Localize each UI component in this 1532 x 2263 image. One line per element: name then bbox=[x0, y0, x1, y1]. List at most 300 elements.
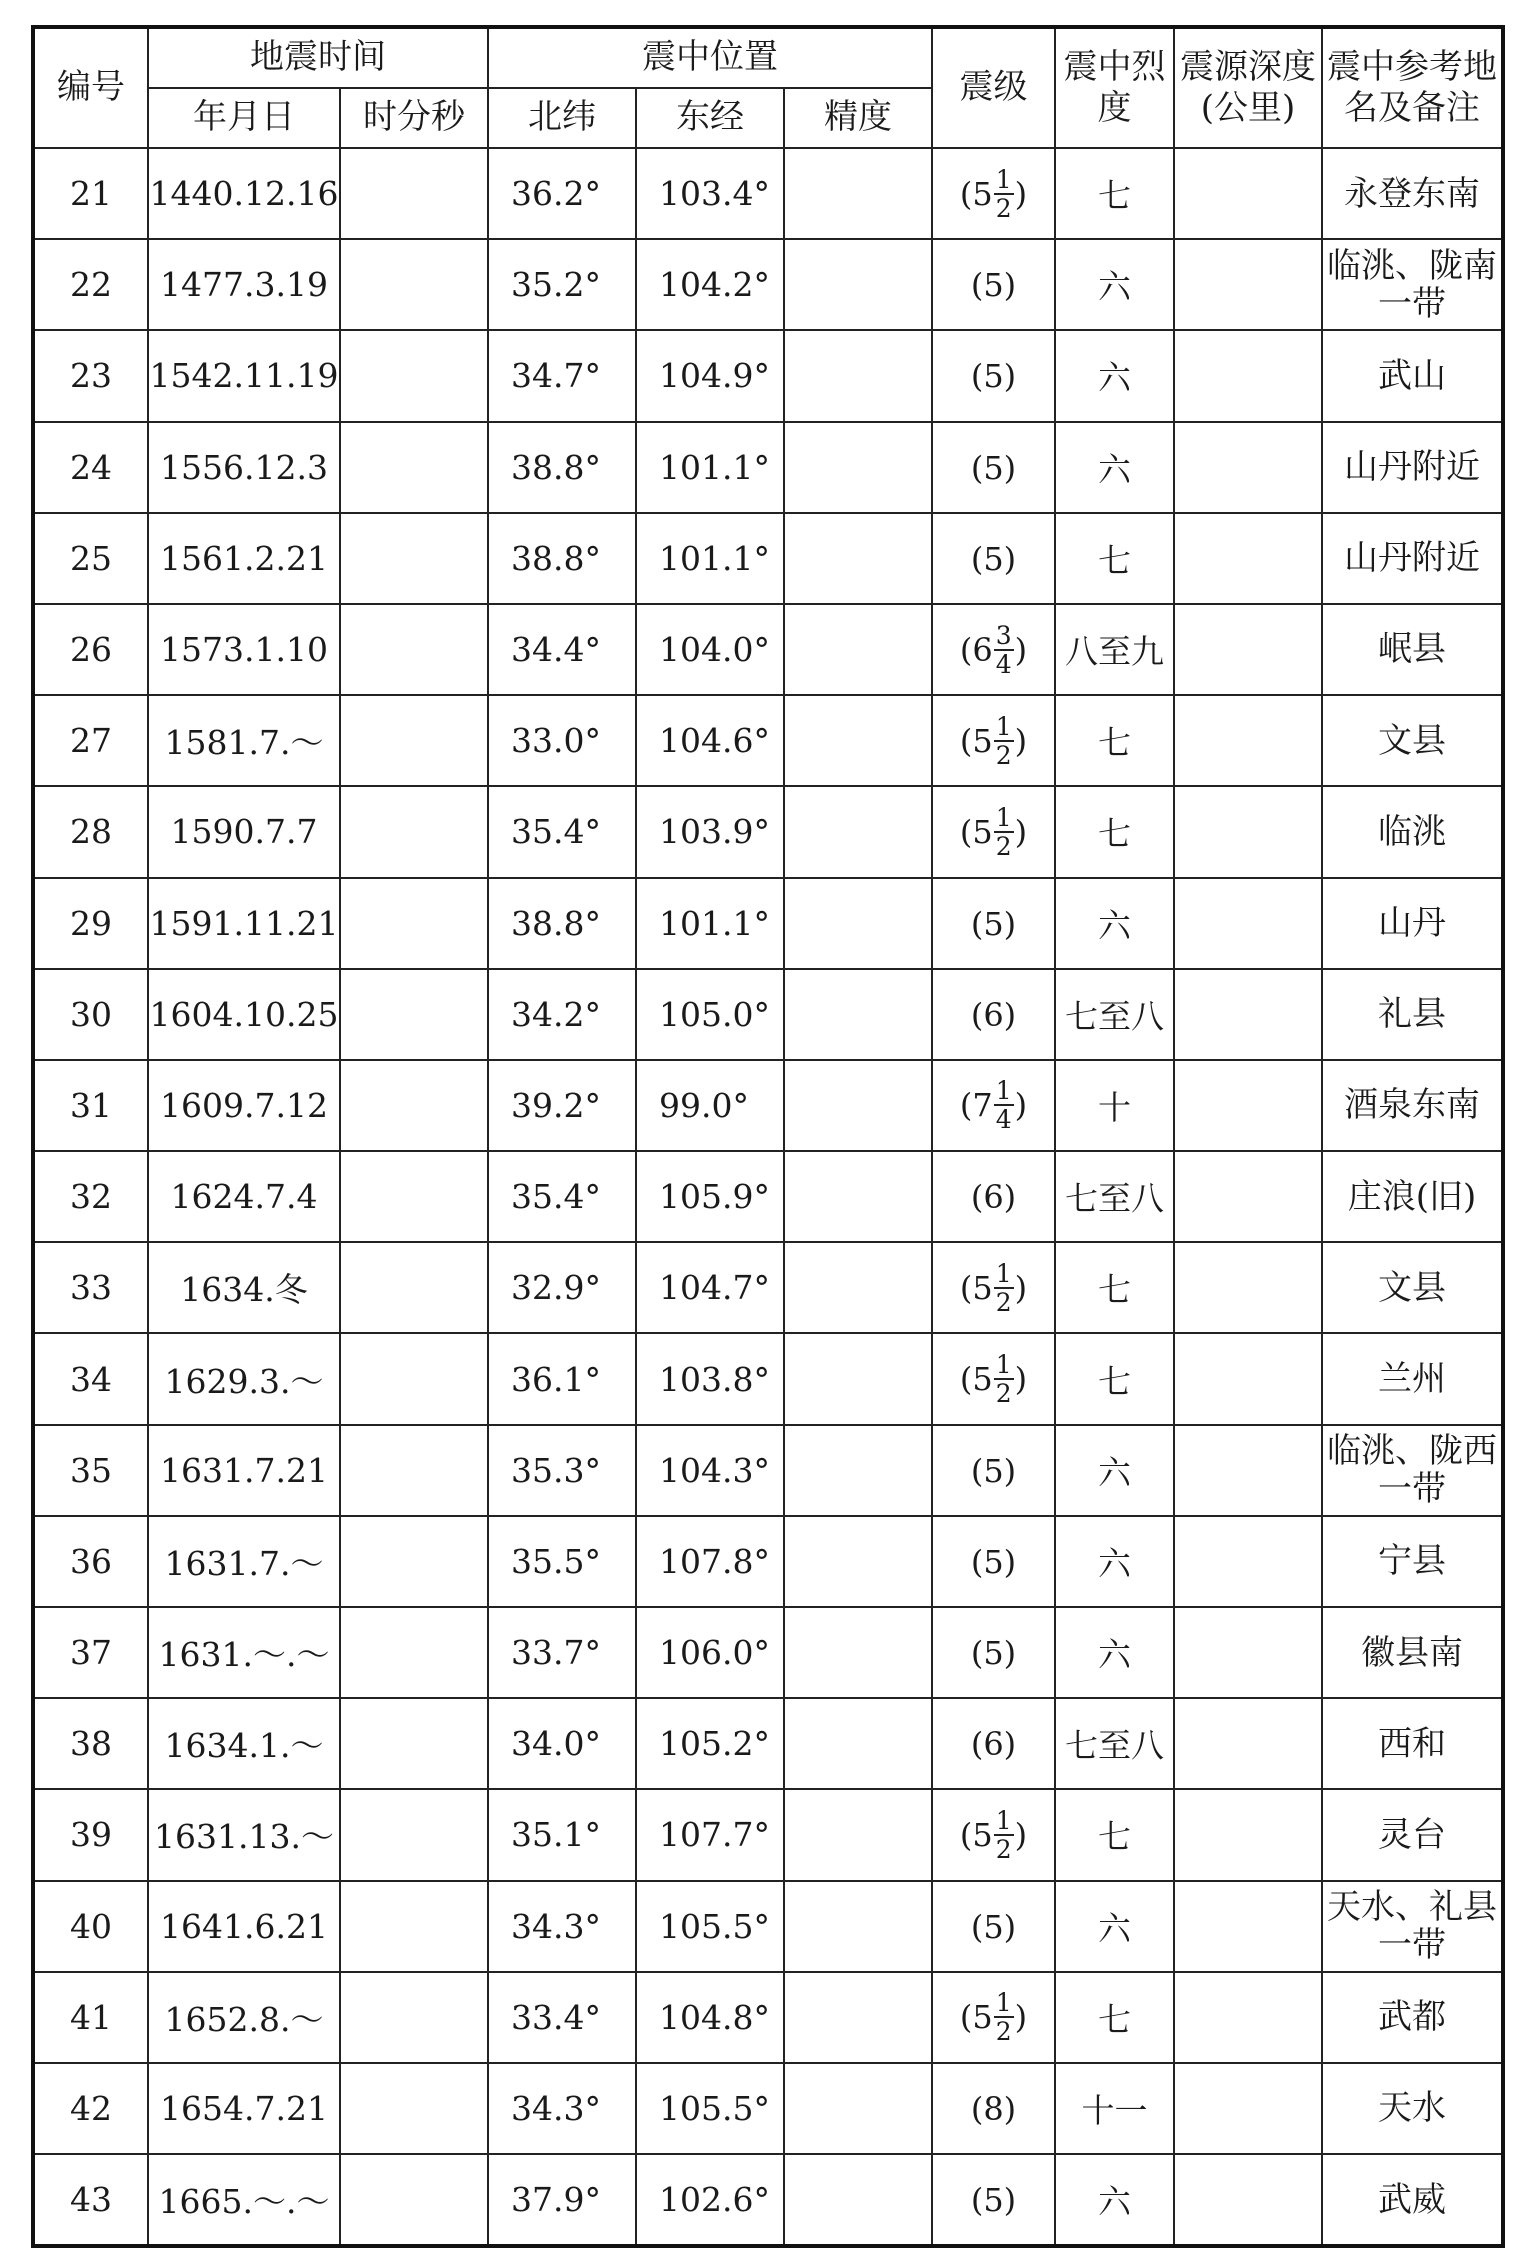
magnitude-fraction bbox=[994, 1076, 1014, 1135]
fraction-denominator: 2 bbox=[995, 740, 1012, 770]
table-row bbox=[33, 148, 1503, 239]
cell-magnitude bbox=[932, 878, 1055, 969]
table-row bbox=[33, 969, 1503, 1060]
cell-no: 31 bbox=[33, 1060, 148, 1151]
cell-no: 35 bbox=[33, 1425, 148, 1516]
table-header bbox=[33, 27, 1503, 148]
magnitude-integer: 6 bbox=[983, 1725, 1004, 1764]
cell-no: 32 bbox=[33, 1151, 148, 1242]
cell-hms bbox=[340, 1698, 488, 1789]
cell-depth bbox=[1174, 604, 1322, 695]
fraction-numerator: 1 bbox=[995, 1988, 1012, 2018]
cell-place: 西和 bbox=[1322, 1698, 1503, 1789]
cell-place: 临洮 bbox=[1322, 786, 1503, 877]
cell-lat: 35.4° bbox=[488, 1151, 636, 1242]
cell-place: 武山 bbox=[1322, 330, 1503, 421]
cell-intensity: 十 bbox=[1055, 1060, 1174, 1151]
cell-lon: 101.1° bbox=[636, 513, 784, 604]
cell-no: 42 bbox=[33, 2063, 148, 2154]
cell-place: 天水 bbox=[1322, 2063, 1503, 2154]
cell-lon: 105.0° bbox=[636, 969, 784, 1060]
cell-place: 山丹附近 bbox=[1322, 422, 1503, 513]
cell-depth bbox=[1174, 1060, 1322, 1151]
cell-lon: 104.8° bbox=[636, 1972, 784, 2063]
cell-lat: 35.1° bbox=[488, 1789, 636, 1880]
cell-intensity: 七至八 bbox=[1055, 969, 1174, 1060]
cell-no: 22 bbox=[33, 239, 148, 330]
cell-precision bbox=[784, 786, 932, 877]
cell-depth bbox=[1174, 148, 1322, 239]
cell-depth bbox=[1174, 330, 1322, 421]
cell-precision bbox=[784, 1516, 932, 1607]
cell-date: 1573.1.10 bbox=[148, 604, 340, 695]
cell-date: 1561.2.21 bbox=[148, 513, 340, 604]
cell-precision bbox=[784, 1881, 932, 1972]
header-epicenter: 震中位置 bbox=[488, 27, 932, 88]
cell-place: 酒泉东南 bbox=[1322, 1060, 1503, 1151]
cell-precision bbox=[784, 1333, 932, 1424]
fraction-numerator: 3 bbox=[995, 620, 1012, 650]
cell-hms bbox=[340, 604, 488, 695]
magnitude-value: ( 5 $\frac{1}{2}$ ) bbox=[959, 164, 1028, 223]
table-row bbox=[33, 2154, 1503, 2246]
cell-no: 28 bbox=[33, 786, 148, 877]
cell-precision bbox=[784, 1151, 932, 1242]
cell-depth bbox=[1174, 1972, 1322, 2063]
cell-no: 30 bbox=[33, 969, 148, 1060]
magnitude-value: ( 5 ) bbox=[970, 904, 1017, 943]
magnitude-integer: 5 bbox=[972, 1815, 993, 1854]
cell-intensity: 七 bbox=[1055, 1333, 1174, 1424]
cell-precision bbox=[784, 1242, 932, 1333]
cell-no: 41 bbox=[33, 1972, 148, 2063]
cell-depth bbox=[1174, 2154, 1322, 2246]
cell-lat: 33.7° bbox=[488, 1607, 636, 1698]
cell-place: 礼县 bbox=[1322, 969, 1503, 1060]
table-row bbox=[33, 1607, 1503, 1698]
cell-intensity: 六 bbox=[1055, 2154, 1174, 2246]
cell-intensity: 七 bbox=[1055, 695, 1174, 786]
cell-date: 1477.3.19 bbox=[148, 239, 340, 330]
header-no: 编号 bbox=[33, 27, 148, 148]
cell-lon: 104.3° bbox=[636, 1425, 784, 1516]
magnitude-integer: 5 bbox=[983, 1542, 1004, 1581]
cell-lon: 103.9° bbox=[636, 786, 784, 877]
cell-place: 庄浪(旧) bbox=[1322, 1151, 1503, 1242]
table-row bbox=[33, 878, 1503, 969]
cell-intensity: 六 bbox=[1055, 878, 1174, 969]
fraction-numerator: 1 bbox=[995, 1076, 1012, 1106]
magnitude-fraction bbox=[994, 1988, 1014, 2047]
table-row bbox=[33, 1516, 1503, 1607]
cell-hms bbox=[340, 695, 488, 786]
table-row bbox=[33, 330, 1503, 421]
cell-no: 38 bbox=[33, 1698, 148, 1789]
table-row bbox=[33, 786, 1503, 877]
cell-depth bbox=[1174, 1881, 1322, 1972]
cell-lat: 33.0° bbox=[488, 695, 636, 786]
magnitude-integer: 5 bbox=[983, 357, 1004, 396]
fraction-denominator: 2 bbox=[995, 2017, 1012, 2047]
cell-place: 岷县 bbox=[1322, 604, 1503, 695]
cell-no: 34 bbox=[33, 1333, 148, 1424]
magnitude-integer: 6 bbox=[983, 995, 1004, 1034]
cell-lat: 36.1° bbox=[488, 1333, 636, 1424]
cell-lon: 104.6° bbox=[636, 695, 784, 786]
cell-precision bbox=[784, 2063, 932, 2154]
cell-lat: 34.0° bbox=[488, 1698, 636, 1789]
magnitude-integer: 7 bbox=[972, 1086, 993, 1125]
cell-depth bbox=[1174, 1151, 1322, 1242]
cell-intensity: 六 bbox=[1055, 330, 1174, 421]
magnitude-integer: 5 bbox=[972, 812, 993, 851]
cell-hms bbox=[340, 513, 488, 604]
fraction-numerator: 1 bbox=[995, 1350, 1012, 1380]
cell-no: 27 bbox=[33, 695, 148, 786]
cell-place: 文县 bbox=[1322, 1242, 1503, 1333]
cell-lat: 35.2° bbox=[488, 239, 636, 330]
cell-date: 1609.7.12 bbox=[148, 1060, 340, 1151]
cell-no: 39 bbox=[33, 1789, 148, 1880]
fraction-numerator: 1 bbox=[995, 802, 1012, 832]
cell-precision bbox=[784, 513, 932, 604]
cell-lon: 104.7° bbox=[636, 1242, 784, 1333]
cell-lon: 103.8° bbox=[636, 1333, 784, 1424]
cell-date: 1634.1.～ bbox=[148, 1698, 340, 1789]
cell-magnitude bbox=[932, 1060, 1055, 1151]
cell-precision bbox=[784, 604, 932, 695]
table-body bbox=[33, 148, 1503, 2246]
table-row bbox=[33, 604, 1503, 695]
cell-lon: 105.9° bbox=[636, 1151, 784, 1242]
cell-place: 天水、礼县一带 bbox=[1322, 1881, 1503, 1972]
magnitude-value: ( 5 ) bbox=[970, 1542, 1017, 1581]
magnitude-integer: 5 bbox=[972, 1360, 993, 1399]
cell-date: 1652.8.～ bbox=[148, 1972, 340, 2063]
cell-intensity: 七 bbox=[1055, 513, 1174, 604]
header-hms: 时分秒 bbox=[340, 88, 488, 148]
magnitude-integer: 6 bbox=[983, 1178, 1004, 1217]
magnitude-integer: 5 bbox=[983, 539, 1004, 578]
magnitude-value: ( 6 ) bbox=[970, 1725, 1017, 1764]
magnitude-fraction bbox=[994, 711, 1014, 770]
cell-precision bbox=[784, 1425, 932, 1516]
cell-place: 山丹 bbox=[1322, 878, 1503, 969]
cell-intensity: 八至九 bbox=[1055, 604, 1174, 695]
cell-intensity: 七 bbox=[1055, 1972, 1174, 2063]
cell-date: 1654.7.21 bbox=[148, 2063, 340, 2154]
cell-lat: 39.2° bbox=[488, 1060, 636, 1151]
cell-precision bbox=[784, 1972, 932, 2063]
table-row bbox=[33, 1425, 1503, 1516]
cell-magnitude bbox=[932, 148, 1055, 239]
cell-hms bbox=[340, 1151, 488, 1242]
cell-precision bbox=[784, 695, 932, 786]
cell-date: 1629.3.～ bbox=[148, 1333, 340, 1424]
cell-depth bbox=[1174, 1607, 1322, 1698]
cell-precision bbox=[784, 969, 932, 1060]
fraction-numerator: 1 bbox=[995, 164, 1012, 194]
cell-lon: 105.5° bbox=[636, 1881, 784, 1972]
magnitude-integer: 5 bbox=[972, 174, 993, 213]
cell-lon: 105.5° bbox=[636, 2063, 784, 2154]
cell-lat: 34.3° bbox=[488, 2063, 636, 2154]
cell-depth bbox=[1174, 1516, 1322, 1607]
cell-intensity: 七至八 bbox=[1055, 1151, 1174, 1242]
magnitude-integer: 5 bbox=[983, 1907, 1004, 1946]
cell-lat: 33.4° bbox=[488, 1972, 636, 2063]
header-intensity: 震中烈度 bbox=[1055, 27, 1174, 148]
cell-precision bbox=[784, 2154, 932, 2246]
cell-hms bbox=[340, 239, 488, 330]
cell-magnitude bbox=[932, 513, 1055, 604]
cell-intensity: 六 bbox=[1055, 239, 1174, 330]
cell-depth bbox=[1174, 513, 1322, 604]
cell-place: 临洮、陇南一带 bbox=[1322, 239, 1503, 330]
magnitude-fraction bbox=[994, 1350, 1014, 1409]
cell-date: 1665.～.～ bbox=[148, 2154, 340, 2246]
cell-intensity: 七 bbox=[1055, 148, 1174, 239]
cell-place: 灵台 bbox=[1322, 1789, 1503, 1880]
cell-lat: 32.9° bbox=[488, 1242, 636, 1333]
fraction-denominator: 2 bbox=[995, 1379, 1012, 1409]
cell-hms bbox=[340, 1242, 488, 1333]
cell-depth bbox=[1174, 878, 1322, 969]
cell-place: 临洮、陇西一带 bbox=[1322, 1425, 1503, 1516]
cell-hms bbox=[340, 1972, 488, 2063]
cell-magnitude bbox=[932, 1242, 1055, 1333]
cell-hms bbox=[340, 330, 488, 421]
cell-depth bbox=[1174, 969, 1322, 1060]
cell-hms bbox=[340, 148, 488, 239]
cell-no: 29 bbox=[33, 878, 148, 969]
cell-date: 1591.11.21 bbox=[148, 878, 340, 969]
cell-hms bbox=[340, 1425, 488, 1516]
cell-depth bbox=[1174, 1698, 1322, 1789]
magnitude-integer: 5 bbox=[972, 721, 993, 760]
cell-lon: 103.4° bbox=[636, 148, 784, 239]
cell-date: 1624.7.4 bbox=[148, 1151, 340, 1242]
header-magnitude: 震级 bbox=[932, 27, 1055, 148]
cell-lon: 106.0° bbox=[636, 1607, 784, 1698]
fraction-denominator: 2 bbox=[995, 1834, 1012, 1864]
cell-depth bbox=[1174, 695, 1322, 786]
header-lat: 北纬 bbox=[488, 88, 636, 148]
cell-no: 26 bbox=[33, 604, 148, 695]
magnitude-integer: 5 bbox=[983, 1451, 1004, 1490]
magnitude-integer: 5 bbox=[972, 1268, 993, 1307]
cell-place: 山丹附近 bbox=[1322, 513, 1503, 604]
cell-lon: 107.8° bbox=[636, 1516, 784, 1607]
cell-magnitude bbox=[932, 786, 1055, 877]
cell-no: 33 bbox=[33, 1242, 148, 1333]
fraction-denominator: 2 bbox=[995, 1287, 1012, 1317]
fraction-numerator: 1 bbox=[995, 711, 1012, 741]
cell-lon: 99.0° bbox=[636, 1060, 784, 1151]
cell-lat: 35.5° bbox=[488, 1516, 636, 1607]
magnitude-integer: 5 bbox=[983, 266, 1004, 305]
cell-precision bbox=[784, 239, 932, 330]
cell-place: 徽县南 bbox=[1322, 1607, 1503, 1698]
cell-place: 宁县 bbox=[1322, 1516, 1503, 1607]
cell-lat: 34.7° bbox=[488, 330, 636, 421]
cell-intensity: 六 bbox=[1055, 422, 1174, 513]
cell-intensity: 六 bbox=[1055, 1516, 1174, 1607]
cell-no: 43 bbox=[33, 2154, 148, 2246]
cell-magnitude bbox=[932, 330, 1055, 421]
cell-lat: 35.3° bbox=[488, 1425, 636, 1516]
cell-precision bbox=[784, 330, 932, 421]
header-precision: 精度 bbox=[784, 88, 932, 148]
table-row bbox=[33, 1333, 1503, 1424]
cell-no: 21 bbox=[33, 148, 148, 239]
cell-lon: 101.1° bbox=[636, 878, 784, 969]
cell-depth bbox=[1174, 1333, 1322, 1424]
magnitude-value: ( 5 ) bbox=[970, 2181, 1017, 2220]
cell-magnitude bbox=[932, 695, 1055, 786]
table-row bbox=[33, 695, 1503, 786]
cell-lon: 107.7° bbox=[636, 1789, 784, 1880]
header-time: 地震时间 bbox=[148, 27, 488, 88]
cell-magnitude bbox=[932, 1789, 1055, 1880]
magnitude-value: ( 5 ) bbox=[970, 1451, 1017, 1490]
cell-hms bbox=[340, 878, 488, 969]
cell-magnitude bbox=[932, 1972, 1055, 2063]
cell-lat: 37.9° bbox=[488, 2154, 636, 2246]
magnitude-integer: 8 bbox=[983, 2090, 1004, 2129]
cell-place: 永登东南 bbox=[1322, 148, 1503, 239]
cell-magnitude bbox=[932, 604, 1055, 695]
magnitude-value: ( 5 $\frac{1}{2}$ ) bbox=[959, 1258, 1028, 1317]
magnitude-integer: 6 bbox=[972, 630, 993, 669]
header-depth: 震源深度(公里) bbox=[1174, 27, 1322, 148]
cell-precision bbox=[784, 422, 932, 513]
magnitude-integer: 5 bbox=[983, 904, 1004, 943]
fraction-numerator: 1 bbox=[995, 1258, 1012, 1288]
cell-place: 兰州 bbox=[1322, 1333, 1503, 1424]
cell-date: 1440.12.16 bbox=[148, 148, 340, 239]
magnitude-value: ( 5 $\frac{1}{2}$ ) bbox=[959, 1805, 1028, 1864]
cell-intensity: 七 bbox=[1055, 1789, 1174, 1880]
cell-lat: 38.8° bbox=[488, 422, 636, 513]
magnitude-value: ( 6 ) bbox=[970, 1178, 1017, 1217]
cell-precision bbox=[784, 1698, 932, 1789]
cell-depth bbox=[1174, 422, 1322, 513]
cell-lat: 34.3° bbox=[488, 1881, 636, 1972]
fraction-denominator: 4 bbox=[995, 649, 1012, 679]
cell-lat: 34.2° bbox=[488, 969, 636, 1060]
cell-magnitude bbox=[932, 422, 1055, 513]
cell-hms bbox=[340, 786, 488, 877]
header-place: 震中参考地名及备注 bbox=[1322, 27, 1503, 148]
table-row bbox=[33, 2063, 1503, 2154]
header-lon: 东经 bbox=[636, 88, 784, 148]
cell-hms bbox=[340, 1607, 488, 1698]
cell-lat: 34.4° bbox=[488, 604, 636, 695]
cell-hms bbox=[340, 422, 488, 513]
magnitude-value: ( 5 $\frac{1}{2}$ ) bbox=[959, 1988, 1028, 2047]
cell-intensity: 七 bbox=[1055, 1242, 1174, 1333]
cell-hms bbox=[340, 1333, 488, 1424]
table-row bbox=[33, 1972, 1503, 2063]
cell-intensity: 六 bbox=[1055, 1425, 1174, 1516]
table-row bbox=[33, 1789, 1503, 1880]
cell-date: 1631.7.～ bbox=[148, 1516, 340, 1607]
cell-magnitude bbox=[932, 1516, 1055, 1607]
cell-depth bbox=[1174, 2063, 1322, 2154]
cell-magnitude bbox=[932, 1698, 1055, 1789]
magnitude-value: ( 5 $\frac{1}{2}$ ) bbox=[959, 711, 1028, 770]
cell-hms bbox=[340, 1881, 488, 1972]
cell-lon: 104.0° bbox=[636, 604, 784, 695]
cell-date: 1641.6.21 bbox=[148, 1881, 340, 1972]
cell-no: 23 bbox=[33, 330, 148, 421]
magnitude-value: ( 5 ) bbox=[970, 357, 1017, 396]
cell-no: 25 bbox=[33, 513, 148, 604]
table-row bbox=[33, 1060, 1503, 1151]
magnitude-value: ( 6 ) bbox=[970, 995, 1017, 1034]
cell-lat: 38.8° bbox=[488, 878, 636, 969]
magnitude-value: ( 5 ) bbox=[970, 448, 1017, 487]
magnitude-integer: 5 bbox=[983, 1634, 1004, 1673]
cell-date: 1542.11.19 bbox=[148, 330, 340, 421]
cell-lat: 35.4° bbox=[488, 786, 636, 877]
cell-date: 1604.10.25 bbox=[148, 969, 340, 1060]
cell-magnitude bbox=[932, 1333, 1055, 1424]
cell-depth bbox=[1174, 1425, 1322, 1516]
cell-intensity: 十一 bbox=[1055, 2063, 1174, 2154]
table-row bbox=[33, 1698, 1503, 1789]
cell-precision bbox=[784, 1789, 932, 1880]
cell-date: 1631.～.～ bbox=[148, 1607, 340, 1698]
table-row bbox=[33, 239, 1503, 330]
cell-lat: 36.2° bbox=[488, 148, 636, 239]
cell-lon: 105.2° bbox=[636, 1698, 784, 1789]
cell-magnitude bbox=[932, 969, 1055, 1060]
cell-date: 1631.7.21 bbox=[148, 1425, 340, 1516]
magnitude-value: ( 8 ) bbox=[970, 2090, 1017, 2129]
cell-hms bbox=[340, 1516, 488, 1607]
cell-lon: 102.6° bbox=[636, 2154, 784, 2246]
magnitude-value: ( 5 ) bbox=[970, 1907, 1017, 1946]
cell-hms bbox=[340, 1789, 488, 1880]
cell-lat: 38.8° bbox=[488, 513, 636, 604]
magnitude-fraction bbox=[994, 802, 1014, 861]
earthquake-catalog-table bbox=[31, 25, 1505, 2248]
cell-place: 武都 bbox=[1322, 1972, 1503, 2063]
magnitude-value: ( 7 $\frac{1}{4}$ ) bbox=[959, 1076, 1028, 1135]
cell-no: 36 bbox=[33, 1516, 148, 1607]
cell-hms bbox=[340, 969, 488, 1060]
cell-no: 40 bbox=[33, 1881, 148, 1972]
cell-no: 24 bbox=[33, 422, 148, 513]
cell-no: 37 bbox=[33, 1607, 148, 1698]
cell-precision bbox=[784, 1607, 932, 1698]
fraction-numerator: 1 bbox=[995, 1805, 1012, 1835]
cell-precision bbox=[784, 878, 932, 969]
table-row bbox=[33, 422, 1503, 513]
magnitude-value: ( 6 $\frac{3}{4}$ ) bbox=[959, 620, 1028, 679]
magnitude-value: ( 5 $\frac{1}{2}$ ) bbox=[959, 1350, 1028, 1409]
cell-intensity: 七至八 bbox=[1055, 1698, 1174, 1789]
cell-intensity: 六 bbox=[1055, 1881, 1174, 1972]
cell-hms bbox=[340, 2154, 488, 2246]
magnitude-integer: 5 bbox=[983, 2181, 1004, 2220]
cell-date: 1556.12.3 bbox=[148, 422, 340, 513]
cell-date: 1631.13.～ bbox=[148, 1789, 340, 1880]
cell-intensity: 七 bbox=[1055, 786, 1174, 877]
fraction-denominator: 2 bbox=[995, 831, 1012, 861]
